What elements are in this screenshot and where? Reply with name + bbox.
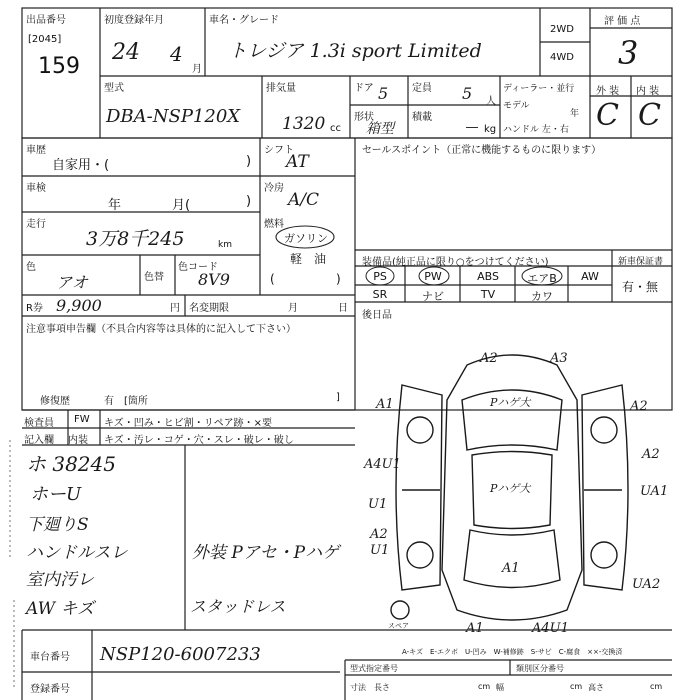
score-value: 3 <box>618 34 639 72</box>
lot-small-number: [2045] <box>28 34 62 45</box>
mark-right-ua1: UA1 <box>640 484 669 499</box>
door-label: ドア <box>354 83 374 94</box>
width-unit: cm <box>570 682 583 691</box>
type-no-label: 型式指定番号 <box>350 664 398 673</box>
fuel-circle <box>274 224 336 250</box>
seat-unit: 人 <box>486 96 496 107</box>
load-unit: kg <box>484 124 497 135</box>
inspection-year: 年 <box>108 198 122 213</box>
length-label: 長さ <box>374 683 390 692</box>
fw-items: キズ・凹み・ヒビ割・リペア跡・×要 <box>104 418 272 429</box>
reg-expiry-label: 名変期限 <box>189 303 229 314</box>
mark-front-a3: A3 <box>550 351 568 366</box>
handle-label: ハンドル 左・右 <box>503 125 569 135</box>
month-unit: 月 <box>192 64 202 75</box>
height-label: 高さ <box>588 683 604 692</box>
width-label: 幅 <box>496 683 504 692</box>
color-code-label: 色コード <box>178 262 218 273</box>
door-value: 5 <box>378 84 389 103</box>
chassis-label: 車台番号 <box>30 652 70 663</box>
sales-point-label: セールスポイント（正常に機能するものに限ります） <box>362 145 602 156</box>
mark-rear-a1: A1 <box>466 621 484 636</box>
ac-label: 冷房 <box>264 183 284 194</box>
repair-value: 有 <box>104 396 114 407</box>
mark-front-a2: A2 <box>480 351 498 366</box>
damage-legend: A-キズ E-エクボ U-凹み W-補修跡 S-サビ C-腐食 ××-交換済 <box>402 648 623 656</box>
history-value: 自家用・( <box>52 158 110 173</box>
equip-ps: PS <box>373 270 387 283</box>
mark-left-door: A4U1 <box>364 457 401 472</box>
equipment-circles <box>356 264 616 288</box>
shift-label: シフト <box>264 145 294 156</box>
seat-value: 5 <box>462 84 473 103</box>
equip-airbag: エアB <box>527 272 557 285</box>
inspector-label: 検査員 <box>24 418 54 429</box>
reg-number-label: 登録番号 <box>30 684 70 695</box>
note-line-2: ホーU <box>30 484 82 505</box>
mark-right-front-a2b: A2 <box>642 447 660 462</box>
reg-expiry-day: 日 <box>338 303 348 314</box>
mark-left-rear-u1: U1 <box>370 543 390 558</box>
equip-sr: SR <box>372 288 388 301</box>
exterior-label: 外 装 <box>596 86 620 97</box>
lot-label: 出品番号 <box>26 15 66 26</box>
type-value: DBA-NSP120X <box>106 106 241 127</box>
first-reg-month: 4 <box>170 42 183 66</box>
score-label: 評 価 点 <box>604 16 641 27</box>
interior-items: キズ・汚レ・コゲ・穴・スレ・破レ・破し <box>104 435 294 446</box>
equip-aw: AW <box>581 270 599 283</box>
mark-right-front-a2: A2 <box>630 399 648 414</box>
mileage-value: 3万8千245 <box>86 228 185 250</box>
repair-parts: [箇所 <box>124 396 148 407</box>
shape-label: 形状 <box>354 112 374 123</box>
drive-2wd: 2WD <box>550 24 574 35</box>
warranty-value: 有・無 <box>622 280 659 294</box>
fuel-label: 燃料 <box>264 219 284 230</box>
model-value: トレジア 1.3i sport Limited <box>228 40 482 62</box>
length-unit: cm <box>478 682 491 691</box>
displacement-value: 1320 <box>282 114 326 134</box>
mileage-unit: km <box>218 240 232 250</box>
equip-abs: ABS <box>477 270 499 283</box>
equip-navi: ナビ <box>422 290 444 303</box>
fw-label: FW <box>74 414 90 425</box>
mark-rear-a4u1: A4U1 <box>532 621 569 636</box>
repair-label: 修復歴 <box>40 396 70 407</box>
history-close: ) <box>246 154 252 169</box>
inspection-month: 月( <box>172 198 191 213</box>
equipment-label: 装備品(純正品に限り○をつけてください) <box>362 257 549 268</box>
mark-right-rear-ua2: UA2 <box>632 577 661 592</box>
note-line-4: ハンドルスレ <box>26 543 128 563</box>
rear-items-label: 後日品 <box>362 310 392 321</box>
model-year-label: モデル <box>503 101 530 111</box>
mark-left-front-a1: A1 <box>376 397 394 412</box>
warranty-label: 新車保証書 <box>618 257 664 267</box>
first-reg-year: 24 <box>112 40 140 65</box>
mark-hood: Pハゲ大 <box>490 396 531 409</box>
repair-close: ] <box>336 392 340 403</box>
note-line-7: 外装 Pアセ・Pハゲ <box>192 543 340 563</box>
notes-label: 注意事項申告欄（不具合内容等は具体的に記入して下さい） <box>26 324 296 335</box>
recycle-label: R券 <box>26 303 43 314</box>
seat-label: 定員 <box>412 83 432 94</box>
height-unit: cm <box>650 682 663 691</box>
fuel-diesel: 軽 油 <box>290 252 327 266</box>
equip-tv: TV <box>480 288 496 301</box>
first-reg-label: 初度登録年月 <box>104 15 164 26</box>
model-label: 車名・グレード <box>209 15 279 26</box>
color-change-label: 色替 <box>144 272 164 283</box>
drive-4wd: 4WD <box>550 52 574 63</box>
shape-value: 箱型 <box>366 121 394 137</box>
mark-roof: Pハゲ大 <box>490 482 531 495</box>
displacement-unit: cc <box>330 123 341 134</box>
inspection-label: 車検 <box>26 183 46 194</box>
fuel-gasoline: ガソリン <box>284 232 328 245</box>
note-line-8: スタッドレス <box>190 597 286 616</box>
recycle-unit: 円 <box>170 303 180 314</box>
color-label: 色 <box>26 262 36 273</box>
chassis-number: NSP120-6007233 <box>100 644 261 665</box>
shift-value: AT <box>286 152 309 172</box>
fuel-other-close: ) <box>336 272 341 286</box>
model-year-unit: 年 <box>570 109 580 119</box>
car-damage-diagram <box>362 340 672 640</box>
mark-left-u1: U1 <box>368 497 388 512</box>
note-line-3: 下廻りS <box>26 515 89 535</box>
class-no-label: 類別区分番号 <box>516 664 564 673</box>
mark-left-rear-a2: A2 <box>370 527 388 542</box>
reg-expiry-month: 月 <box>288 303 298 314</box>
interior-grade: C <box>638 98 661 133</box>
mileage-label: 走行 <box>26 219 46 230</box>
exterior-grade: C <box>596 98 619 133</box>
load-label: 積載 <box>412 112 432 123</box>
color-code-value: 8V9 <box>198 270 230 289</box>
inspection-close: ) <box>246 194 252 209</box>
interior-label: 内 装 <box>636 86 660 97</box>
color-value: アオ <box>56 273 88 292</box>
lot-number: 159 <box>38 54 80 79</box>
displacement-label: 排気量 <box>266 83 296 94</box>
note-line-6: AW キズ <box>26 599 95 619</box>
equip-pw: PW <box>424 270 442 283</box>
ac-value: A/C <box>288 190 320 210</box>
spare-label: スペア <box>388 622 409 630</box>
history-label: 車歴 <box>26 145 46 156</box>
interior-box-label: 内装 <box>68 435 88 446</box>
size-label: 寸法 <box>350 683 366 692</box>
entry-label: 記入欄 <box>24 435 54 446</box>
note-line-5: 室内汚レ <box>26 570 94 590</box>
recycle-value: 9,900 <box>56 296 102 315</box>
dealer-label: ディーラー・並行 <box>503 84 575 94</box>
note-line-1: ホ 38245 <box>26 452 116 476</box>
fuel-other-open: ( <box>270 272 275 286</box>
type-label: 型式 <box>104 83 124 94</box>
mark-rear-window: A1 <box>502 561 520 576</box>
equip-leather: カワ <box>531 290 553 303</box>
load-value: ― <box>466 120 478 134</box>
